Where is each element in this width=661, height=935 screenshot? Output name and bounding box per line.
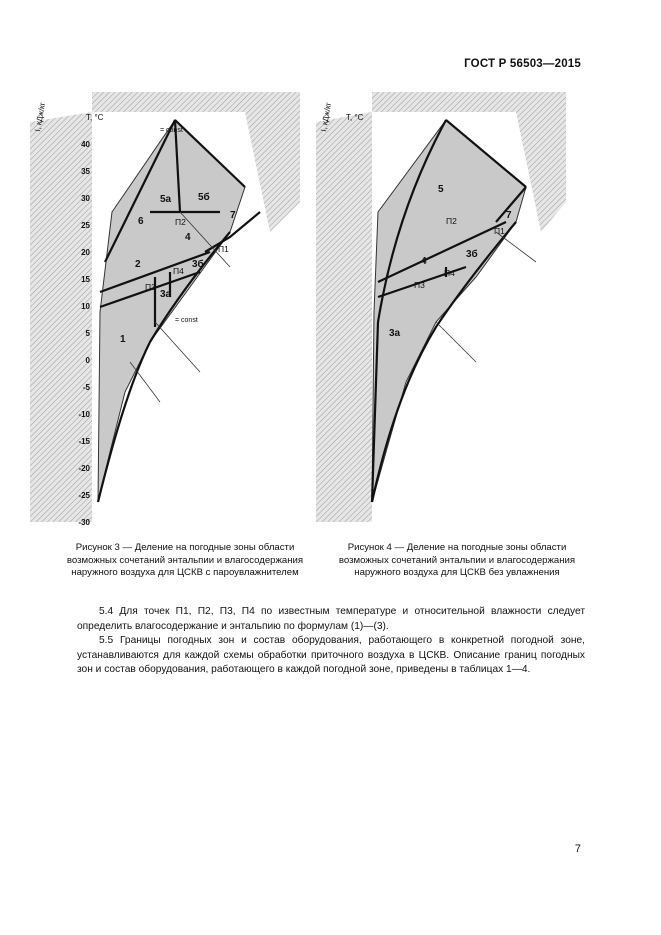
zone-3b-4: 3б [466, 249, 478, 260]
tick-m15: -15 [78, 437, 90, 446]
standard-header: ГОСТ Р 56503—2015 [464, 58, 581, 70]
tick-m20: -20 [78, 464, 90, 473]
point-p4: П4 [173, 266, 184, 276]
figure-3-diagram [30, 92, 320, 532]
tick-15: 15 [81, 275, 90, 284]
tick-5: 5 [85, 329, 90, 338]
zone-4: 4 [185, 232, 191, 243]
axis-i-label-4: I, кДж/кг [319, 101, 334, 133]
zone-6: 6 [138, 216, 144, 227]
tick-35: 35 [81, 167, 90, 176]
zone-1: 1 [120, 334, 126, 345]
tick-20: 20 [81, 248, 90, 257]
body-text [77, 605, 585, 678]
axis-i-label: I, кДж/кг [33, 101, 48, 133]
tick-40: 40 [81, 140, 90, 149]
zone-5-4: 5 [438, 184, 444, 195]
figure-4-caption: Рисунок 4 — Деление на погодные зоны области возможных сочетаний энтальпии и влагосодержания наружного воздуха для ЦСКВ без увлажнения [338, 542, 576, 578]
tick-m30: -30 [78, 518, 90, 527]
point-p1: П1 [218, 244, 229, 254]
tick-m25: -25 [78, 491, 90, 500]
axis-t-label-4: T, °C [346, 113, 364, 122]
point-p2: П2 [175, 217, 186, 227]
zone-7-4: 7 [506, 210, 512, 221]
point-p4-4: П4 [444, 268, 455, 278]
zone-4-4: 4 [421, 256, 427, 267]
axis-t-label: T, °C [86, 113, 104, 122]
zone-5a: 5а [160, 194, 172, 205]
point-p3-4: П3 [414, 280, 425, 290]
zone-3a-4: 3а [389, 328, 401, 339]
zone-7: 7 [230, 210, 236, 221]
point-p2-4: П2 [446, 216, 457, 226]
tick-30: 30 [81, 194, 90, 203]
phi-const-label: = const [175, 317, 198, 324]
page-number: 7 [574, 843, 581, 855]
tick-m10: -10 [78, 410, 90, 419]
paragraph-5-4: 5.4 Для точек П1, П2, П3, П4 по известным температуре и относительной влажности следует определить влагосодержание и энтальпию по формулам (1)—(3). [77, 606, 585, 632]
paragraph-5-5: 5.5 Границы погодных зон и состав оборудования, работающего в конкретной погодной зоне, устанавливаются для каждой схемы обработки приточного воздуха в ЦСКВ. Описание границ погодных зон и состав оборудования, работающего в каждой погодной зоне, приведены в таблицах 1—4. [77, 635, 585, 675]
zone-2: 2 [135, 259, 141, 270]
tick-0: 0 [85, 356, 90, 365]
tick-10: 10 [81, 302, 90, 311]
zone-5b: 5б [198, 192, 210, 203]
d-const-label: = const [160, 127, 183, 134]
figure-4-diagram [316, 92, 606, 532]
point-p1-4: П1 [494, 226, 505, 236]
zone-3b: 3б [192, 259, 204, 270]
figure-3-caption: Рисунок 3 — Деление на погодные зоны области возможных сочетаний энтальпии и влагосодержания наружного воздуха для ЦСКВ с пароувлажнителем [66, 542, 304, 578]
zone-3a: 3а [160, 289, 172, 300]
point-p3: П3 [145, 282, 156, 292]
tick-25: 25 [81, 221, 90, 230]
tick-m5: -5 [82, 383, 90, 392]
